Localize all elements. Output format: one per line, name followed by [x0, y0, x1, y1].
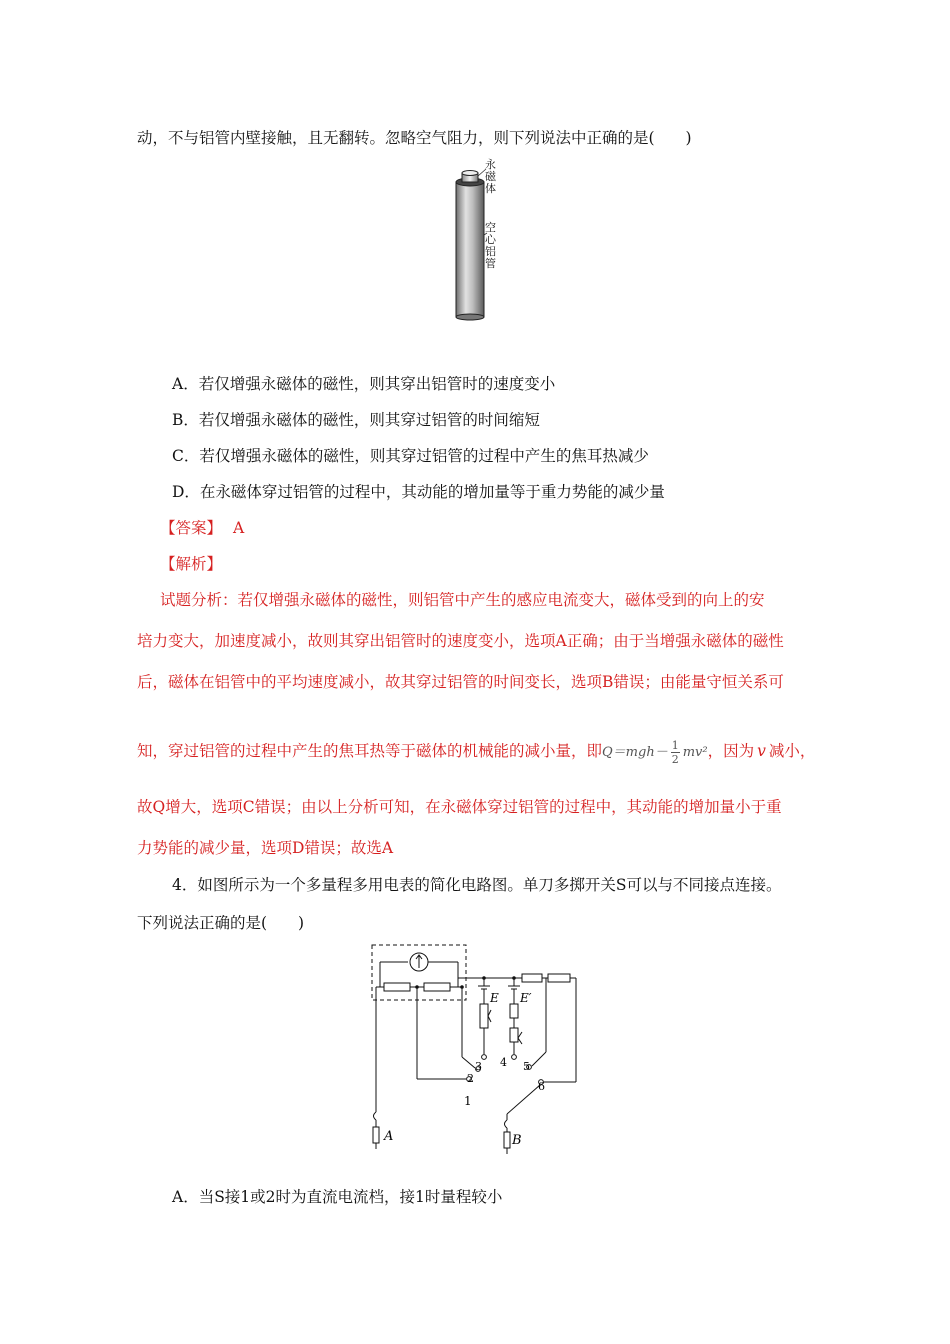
tube-label: 空心铝管: [485, 221, 496, 270]
formula-fraction: [671, 739, 680, 766]
analysis-line-3: 后，磁体在铝管中的平均速度减小，故其穿过铝管的时间变长，选项B错误；由能量守恒关系可: [137, 673, 784, 691]
q3-option-a: A．若仅增强永磁体的磁性，则其穿出铝管时的速度变小: [172, 375, 556, 393]
formula-mid: ，因为: [707, 742, 755, 760]
q4-stem-line-1: 4．如图所示为一个多量程多用电表的简化电路图。单刀多掷开关S可以与不同接点连接。: [172, 876, 782, 894]
fraction-numerator: 1: [671, 738, 679, 752]
label-A: A: [384, 1129, 394, 1144]
q3-option-d: D．在永磁体穿过铝管的过程中，其动能的增加量等于重力势能的减少量: [172, 483, 665, 501]
label-6: 6: [538, 1080, 545, 1093]
fraction-denominator: 2: [671, 752, 679, 766]
label-3: 3: [475, 1060, 482, 1073]
formula-after: 减小，: [768, 742, 816, 760]
label-4: 4: [500, 1056, 507, 1069]
formula-before: 知，穿过铝管的过程中产生的焦耳热等于磁体的机械能的减小量，即: [137, 742, 603, 760]
label-E: E: [490, 991, 499, 1005]
q4-stem-line-2: 下列说法正确的是( ): [137, 914, 305, 932]
answer-row: [160, 518, 244, 538]
formula-var: v: [757, 742, 766, 760]
label-2: 2: [467, 1072, 474, 1085]
label-5: 5: [523, 1060, 530, 1073]
answer-label: 【答案】: [160, 519, 223, 537]
magnet-label: 永磁体: [485, 158, 496, 195]
analysis-line-2: 培力变大，加速度减小，故则其穿出铝管时的速度变小，选项A正确；由于当增强永磁体的磁性: [137, 632, 784, 650]
q3-stem-tail: 动，不与铝管内壁接触，且无翻转。忽略空气阻力，则下列说法中正确的是( ): [137, 129, 692, 147]
multimeter-circuit-figure: [362, 942, 592, 1157]
aluminium-tube: [456, 182, 484, 317]
analysis-line-6: 力势能的减少量，选项D错误；故选A: [137, 839, 394, 857]
analysis-line-1: 试题分析：若仅增强永磁体的磁性，则铝管中产生的感应电流变大，磁体受到的向上的安: [160, 591, 765, 609]
analysis-label: 【解析】: [160, 555, 223, 573]
q3-option-c: C．若仅增强永磁体的磁性，则其穿过铝管的过程中产生的焦耳热减少: [172, 447, 649, 465]
q4-option-a: A．当S接1或2时为直流电流档，接1时量程较小: [172, 1188, 503, 1206]
label-1: 1: [464, 1094, 472, 1108]
formula-eq-left: Q＝mgh－: [602, 745, 668, 760]
label-E-prime: E′: [520, 991, 532, 1005]
q3-option-b: B．若仅增强永磁体的磁性，则其穿过铝管的时间缩短: [172, 411, 540, 429]
label-B: B: [512, 1133, 522, 1148]
magnet-tube-figure: [440, 155, 510, 325]
answer-value: A: [232, 519, 245, 537]
analysis-formula-line: [137, 733, 815, 769]
analysis-line-5: 故Q增大，选项C错误；由以上分析可知，在永磁体穿过铝管的过程中，其动能的增加量小于重: [137, 798, 782, 816]
formula-eq-right: mv²: [682, 745, 708, 760]
